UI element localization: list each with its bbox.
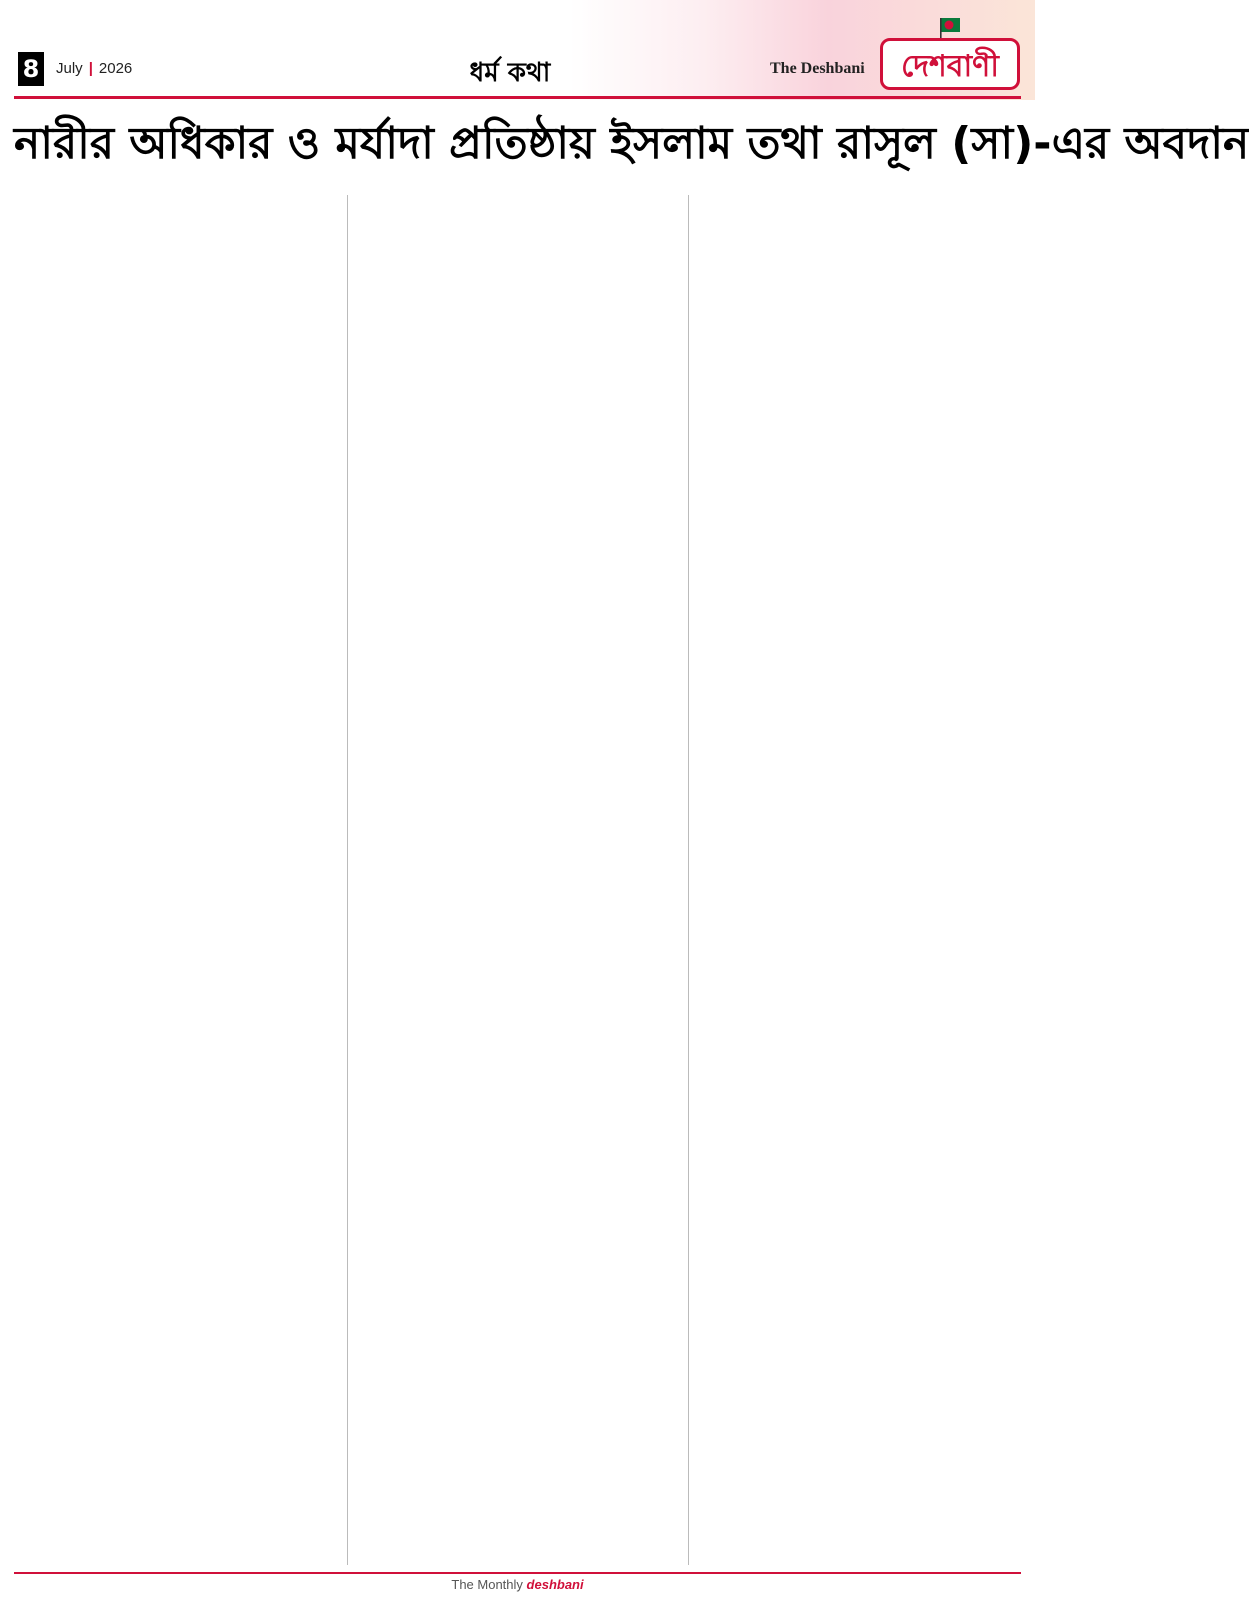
article-body xyxy=(14,195,1021,1565)
column-divider xyxy=(347,195,348,1565)
section-title: ধর্ম কথা xyxy=(469,58,551,88)
column-divider xyxy=(688,195,689,1565)
header-rule xyxy=(14,96,1021,99)
issue-date xyxy=(56,60,132,77)
article-headline: নারীর অধিকার ও মর্যাদা প্রতিষ্ঠায় ইসলাম তথা রাসূল (সা)-এর অবদান xyxy=(14,118,1249,169)
publication-logo xyxy=(880,10,1020,98)
footer-prefix: The Monthly xyxy=(451,1577,523,1592)
issue-year: 2026 xyxy=(98,60,133,77)
date-separator: | xyxy=(88,60,93,77)
page-header xyxy=(0,0,1035,100)
page-number: 8 xyxy=(18,52,44,86)
article-column-3 xyxy=(696,195,1021,1565)
page-footer xyxy=(0,1577,1035,1592)
logo-word: দেশবাণী xyxy=(901,49,999,84)
article-column-2 xyxy=(355,195,680,1565)
publication-name: The Deshbani xyxy=(770,60,865,77)
footer-brand: deshbani xyxy=(526,1577,584,1592)
logo-flag-icon xyxy=(938,16,962,38)
footer-rule xyxy=(14,1572,1021,1574)
issue-month: July xyxy=(56,60,83,77)
article-column-1 xyxy=(14,195,339,1565)
